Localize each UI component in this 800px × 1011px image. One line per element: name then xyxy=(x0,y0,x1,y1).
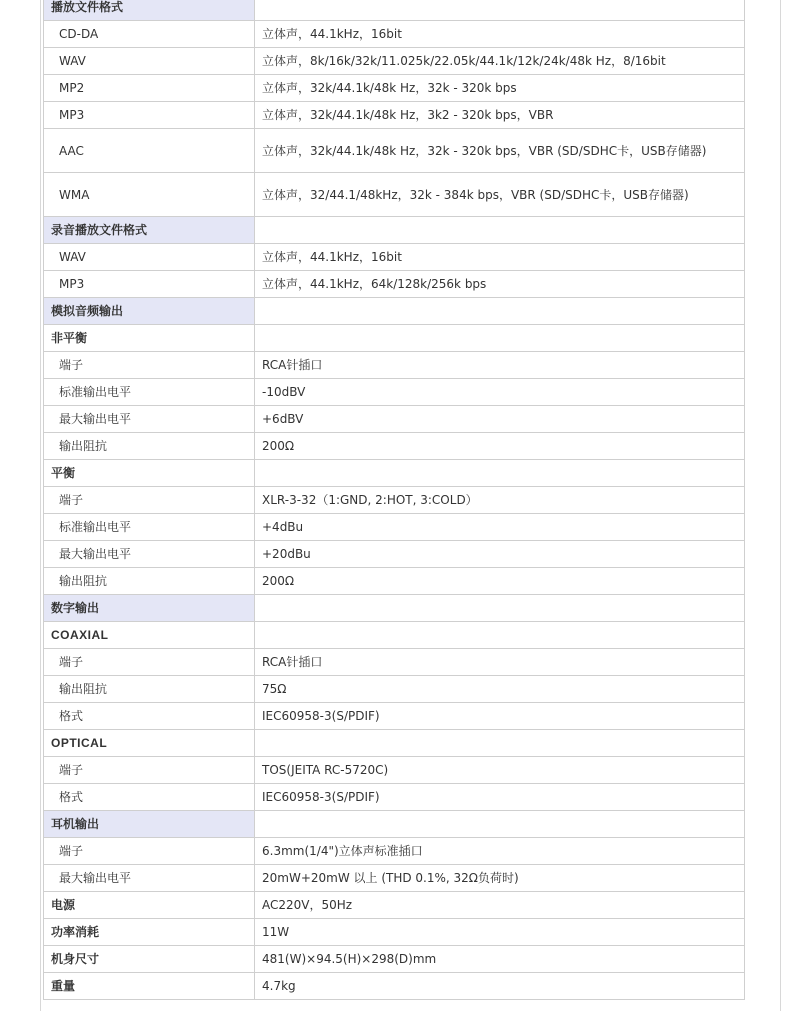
table-row xyxy=(44,703,745,730)
spec-value: -10dBV xyxy=(255,379,745,406)
spec-value xyxy=(255,0,745,21)
spec-value: 481(W)×94.5(H)×298(D)mm xyxy=(255,946,745,973)
spec-value: RCA针插口 xyxy=(255,649,745,676)
section-heading: 录音播放文件格式 xyxy=(44,217,255,244)
left-border-line xyxy=(40,0,41,1011)
section-heading: 耳机输出 xyxy=(44,811,255,838)
spec-value: 20mW+20mW 以上 (THD 0.1%, 32Ω负荷时) xyxy=(255,865,745,892)
spec-value: 4.7kg xyxy=(255,973,745,1000)
spec-value: TOS(JEITA RC-5720C) xyxy=(255,757,745,784)
spec-label: 标准输出电平 xyxy=(44,379,255,406)
table-row xyxy=(44,838,745,865)
spec-value: XLR-3-32（1:GND, 2:HOT, 3:COLD） xyxy=(255,487,745,514)
spec-label: 电源 xyxy=(44,892,255,919)
table-row xyxy=(44,379,745,406)
subsection-heading: COAXIAL xyxy=(44,622,255,649)
spec-value xyxy=(255,460,745,487)
section-row xyxy=(44,298,745,325)
spec-value: 75Ω xyxy=(255,676,745,703)
table-row xyxy=(44,487,745,514)
table-row xyxy=(44,48,745,75)
spec-value xyxy=(255,217,745,244)
spec-value xyxy=(255,811,745,838)
table-row xyxy=(44,244,745,271)
spec-label: 端子 xyxy=(44,649,255,676)
table-row xyxy=(44,406,745,433)
spec-label: WMA xyxy=(44,173,255,217)
spec-label: 标准输出电平 xyxy=(44,514,255,541)
table-row xyxy=(44,541,745,568)
table-row xyxy=(44,676,745,703)
spec-label: 最大输出电平 xyxy=(44,865,255,892)
subsection-row xyxy=(44,325,745,352)
table-row xyxy=(44,919,745,946)
spec-value: +6dBV xyxy=(255,406,745,433)
spec-label: 重量 xyxy=(44,973,255,1000)
table-row xyxy=(44,21,745,48)
right-border-line xyxy=(780,0,781,1011)
spec-label: 机身尺寸 xyxy=(44,946,255,973)
table-row xyxy=(44,568,745,595)
spec-value: 立体声，32k/44.1k/48k Hz，32k - 320k bps，VBR (SD/SDHC卡，USB存储器) xyxy=(255,129,745,173)
spec-label: MP3 xyxy=(44,271,255,298)
spec-value: RCA针插口 xyxy=(255,352,745,379)
subsection-row xyxy=(44,460,745,487)
section-heading: 模拟音频输出 xyxy=(44,298,255,325)
table-row xyxy=(44,784,745,811)
spec-label: 输出阻抗 xyxy=(44,433,255,460)
spec-value xyxy=(255,622,745,649)
table-row xyxy=(44,102,745,129)
subsection-row xyxy=(44,730,745,757)
spec-label: CD-DA xyxy=(44,21,255,48)
spec-value: 立体声，44.1kHz，16bit xyxy=(255,21,745,48)
spec-label: 端子 xyxy=(44,487,255,514)
spec-value xyxy=(255,730,745,757)
spec-table xyxy=(43,0,745,1000)
spec-label: 最大输出电平 xyxy=(44,406,255,433)
spec-label: 端子 xyxy=(44,352,255,379)
spec-value: +20dBu xyxy=(255,541,745,568)
subsection-heading: 平衡 xyxy=(44,460,255,487)
table-row xyxy=(44,946,745,973)
spec-label: 格式 xyxy=(44,784,255,811)
table-row xyxy=(44,173,745,217)
spec-value xyxy=(255,298,745,325)
spec-value: 立体声，44.1kHz，16bit xyxy=(255,244,745,271)
spec-label: AAC xyxy=(44,129,255,173)
spec-value: 立体声，8k/16k/32k/11.025k/22.05k/44.1k/12k/24k/48k Hz，8/16bit xyxy=(255,48,745,75)
table-row xyxy=(44,514,745,541)
spec-value: 6.3mm(1/4")立体声标准插口 xyxy=(255,838,745,865)
spec-label: 端子 xyxy=(44,757,255,784)
section-heading: 播放文件格式 xyxy=(44,0,255,21)
table-row xyxy=(44,271,745,298)
spec-value: IEC60958-3(S/PDIF) xyxy=(255,703,745,730)
spec-value xyxy=(255,325,745,352)
spec-label: 格式 xyxy=(44,703,255,730)
section-row xyxy=(44,811,745,838)
spec-value: IEC60958-3(S/PDIF) xyxy=(255,784,745,811)
table-row xyxy=(44,973,745,1000)
subsection-heading: OPTICAL xyxy=(44,730,255,757)
spec-value xyxy=(255,595,745,622)
table-row xyxy=(44,352,745,379)
spec-label: WAV xyxy=(44,244,255,271)
spec-value: 立体声，32/44.1/48kHz，32k - 384k bps，VBR (SD/SDHC卡，USB存储器) xyxy=(255,173,745,217)
spec-label: 功率消耗 xyxy=(44,919,255,946)
spec-value: 立体声，32k/44.1k/48k Hz，32k - 320k bps xyxy=(255,75,745,102)
subsection-row xyxy=(44,622,745,649)
spec-label: WAV xyxy=(44,48,255,75)
spec-label: MP2 xyxy=(44,75,255,102)
spec-value: AC220V，50Hz xyxy=(255,892,745,919)
spec-label: 输出阻抗 xyxy=(44,568,255,595)
section-row xyxy=(44,595,745,622)
table-row xyxy=(44,865,745,892)
spec-value: 200Ω xyxy=(255,433,745,460)
spec-value: 立体声，44.1kHz，64k/128k/256k bps xyxy=(255,271,745,298)
spec-table-body xyxy=(44,0,745,1000)
section-row xyxy=(44,217,745,244)
subsection-heading: 非平衡 xyxy=(44,325,255,352)
table-row xyxy=(44,757,745,784)
spec-value: 200Ω xyxy=(255,568,745,595)
table-row xyxy=(44,75,745,102)
spec-value: 11W xyxy=(255,919,745,946)
section-row xyxy=(44,0,745,21)
table-row xyxy=(44,892,745,919)
table-row xyxy=(44,129,745,173)
section-heading: 数字输出 xyxy=(44,595,255,622)
spec-value: +4dBu xyxy=(255,514,745,541)
table-row xyxy=(44,433,745,460)
spec-label: 端子 xyxy=(44,838,255,865)
spec-label: MP3 xyxy=(44,102,255,129)
spec-label: 最大输出电平 xyxy=(44,541,255,568)
spec-label: 输出阻抗 xyxy=(44,676,255,703)
spec-value: 立体声，32k/44.1k/48k Hz，3k2 - 320k bps，VBR xyxy=(255,102,745,129)
table-row xyxy=(44,649,745,676)
